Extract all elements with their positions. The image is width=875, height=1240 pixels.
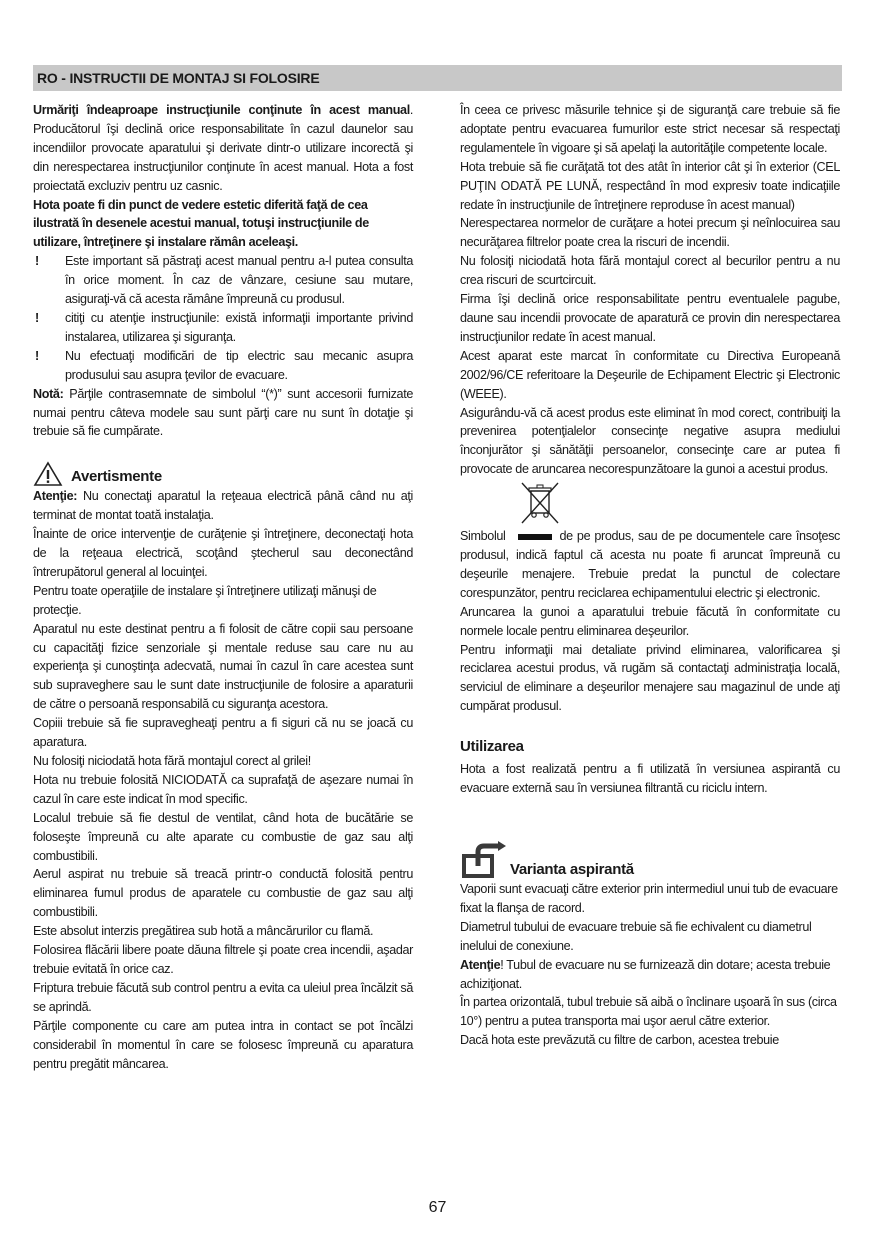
warning-triangle-icon: [33, 461, 63, 487]
left-column: [33, 101, 413, 1073]
paragraph: În partea orizontală, tubul trebuie să aibă o înclinare uşoară în sus (circa 10°) pentru a putea transporta mai uşor aerul către exterior.: [460, 995, 837, 1029]
bold-notice: Hota poate fi din punct de vedere estetic diferită faţă de cea ilustrată în desenele acestui manual, totuşi instrucţiunile de utilizare, întreţinere şi instalare rămân aceleaşi.: [33, 197, 369, 250]
right-column: [460, 101, 840, 1050]
usage-title: Utilizarea: [460, 738, 524, 756]
paragraph: Hota nu trebuie folosită NICIODATĂ ca suprafaţă de aşezare numai în cazul în care este indicat în mod specific.: [33, 772, 413, 806]
note-text: Părţile contrasemnate de simbolul “(*)” sunt accesorii furnizate numai pentru câteva modele sau sunt părţi care nu sunt în dotaţie şi trebuie să fie cumpărate.: [33, 386, 413, 439]
paragraph: Acest aparat este marcat în conformitate cu Directiva Europeană 2002/96/CE referitoare la Deşeurile de Echipament Electric şi Electronic (WEEE).: [460, 348, 840, 401]
weee-symbol-row: [460, 481, 840, 527]
paragraph: În ceea ce privesc măsurile tehnice şi de siguranţă care trebuie să fie adoptate pentru evacuarea fumurilor este strict necesar să respectaţi regulamentele în vigoare şi să apelaţi la autorităţile competente locale.: [460, 103, 840, 155]
paragraph: Asigurându-vă că acest produs este eliminat în mod corect, contribuiţi la prevenirea potenţialelor consecinţe negative asupra mediului înconjurător şi sănătăţii persoanelor, consecinţe care ar putea fi provocate de aruncarea necorespunzătoare la gunoi a acestui produs.: [460, 405, 840, 477]
note-label: Notă:: [33, 386, 64, 401]
black-bar-icon: [518, 534, 552, 540]
paragraph: Hota trebuie să fie curăţată tot des atât în interior cât şi în exterior (CEL PUŢIN ODATĂ PE LUNĂ, respectând în mod expresiv toate indicaţiile redate în instrucţiunile de întreţinere reproduse în acest manual): [460, 159, 840, 212]
paragraph: Aparatul nu este destinat pentru a fi folosit de către copii sau persoane cu capacităţi fizice senzoriale şi mentale reduse sau care nu au experienţa şi cunoştinţa adecvată, numai în cazul în care acestea sunt sub supraveghere sau le sunt date instrucţiunile de folosire a aparaturii de către o persoană responsabilă cu siguranţa acestora.: [33, 621, 413, 712]
paragraph: Dacă hota este prevăzută cu filtre de carbon, acestea trebuie: [460, 1033, 779, 1048]
paragraph: Aerul aspirat nu trebuie să treacă printr-o conductă folosită pentru eliminarea fumul produs de aparatele cu combustie de gaz sau alţi combustibili.: [33, 867, 413, 920]
list-item: [33, 347, 413, 385]
paragraph: Friptura trebuie făcută sub control pentru a evita ca uleiul prea încălzit să se aprindă.: [33, 980, 413, 1014]
paragraph: Folosirea flăcării libere poate dăuna filtrele şi poate crea incendii, aşadar trebuie evitată în orice caz.: [33, 943, 413, 976]
paragraph: Firma îşi declină orice responsabilitate pentru eventualele pagube, daune sau incendii provocate de aparatură ce provin din nerespectarea instrucţiunilor redate în acest manual.: [460, 292, 840, 344]
symbol-paragraph: [460, 527, 840, 603]
paragraph: Înainte de orice intervenţie de curăţenie şi întreţinere, deconectaţi hota de la reţeaua electrică, scoţând ştecherul sau deconectând întrerupătorul general al locuinţei.: [33, 527, 413, 579]
symbol-text-before: Simbolul: [460, 529, 506, 544]
usage-paragraph: Hota a fost realizată pentru a fi utilizată în versiunea aspirantă cu evacuare externă sau în versiunea filtrantă cu riciclu intern.: [460, 762, 840, 796]
attention-text: ! Tubul de evacuare nu se furnizează din dotare; acesta trebuie achiziţionat.: [460, 957, 831, 991]
important-list: [33, 252, 413, 384]
warnings-heading: [33, 455, 413, 487]
symbol-text-after: de pe produs, sau de pe documentele care însoţesc produsul, indică faptul că acesta nu poate fi aruncat împreună cu deşeurile menajere. Trebuie predat la punctul de colectare corespunzător, pentru reciclarea echipamentului electric şi electronic.: [460, 529, 840, 600]
exclamation-mark: !: [35, 348, 39, 363]
paragraph: Nu folosiţi niciodată hota fără montajul corect al grilei!: [33, 754, 311, 768]
list-item-text: Este important să păstraţi acest manual pentru a-l putea consulta în orice moment. În caz de vânzare, cesiune sau mutare, asiguraţi-vă că acesta rămâne împreună cu produsul.: [65, 254, 413, 307]
attention-label: Atenţie:: [33, 489, 78, 504]
attention-paragraph: [33, 487, 413, 525]
paragraph: Pentru informaţii mai detaliate privind eliminarea, valorificarea şi reciclarea acestui produs, vă rugăm să contactaţi administraţia locală, serviciul de eliminare a deşeurilor menajere sau magazinul de unde aţi cumpărat produsul.: [460, 642, 840, 714]
paragraph: Diametrul tubului de evacuare trebuie să fie echivalent cu diametrul inelului de conexiune.: [460, 919, 812, 953]
intro-bold: Urmăriţi îndeaproape instrucţiunile conţinute în acest manual: [33, 103, 410, 117]
exclamation-mark: !: [35, 254, 39, 269]
list-item-text: citiţi cu atenţie instrucţiunile: există informaţii importante privind instalarea, utilizarea şi siguranţa.: [65, 310, 413, 344]
paragraph: Vaporii sunt evacuaţi către exterior prin intermediul unui tub de evacuare fixat la flanşa de racord.: [460, 882, 838, 915]
section-header: RO - INSTRUCTII DE MONTAJ SI FOLOSIRE: [33, 65, 842, 91]
paragraph: Localul trebuie să fie destul de ventilat, când hota de bucătărie se foloseşte împreună cu alte aparate cu combustie de gaz sau alţi combustibili.: [33, 810, 413, 863]
ducted-version-heading: [460, 838, 840, 880]
intro-text: . Producătorul îşi declină orice responsabilitate în cazul daunelor sau incendiilor provocate aparatului şi derivate dintr-o utilizare incorectă şi din nerespectarea instrucţiunilor conţinute în acest manual. Hota a fost proiectată excluziv pentru uz casnic.: [33, 103, 413, 193]
attention-paragraph: [460, 956, 840, 994]
list-item: [33, 309, 413, 347]
ducted-hood-icon: [460, 840, 506, 880]
attention-label: Atenţie: [460, 957, 501, 972]
ducted-version-title: Varianta aspirantă: [510, 861, 634, 879]
warnings-title: Avertismente: [71, 468, 162, 486]
attention-text: Nu conectaţi aparatul la reţeaua electrică până când nu aţi terminat de montat toată instalaţia.: [33, 489, 413, 523]
paragraph: Copiii trebuie să fie supravegheaţi pentru a fi siguri că nu se joacă cu aparatura.: [33, 716, 413, 750]
page-number: 67: [428, 1199, 447, 1216]
note-paragraph: [33, 385, 413, 442]
list-item: [33, 252, 413, 309]
list-item-text: Nu efectuaţi modificări de tip electric sau mecanic asupra produsului sau asupra ţevilor de evacuare.: [65, 348, 413, 382]
exclamation-mark: !: [35, 310, 39, 325]
paragraph: Nerespectarea normelor de curăţare a hotei precum şi neînlocuirea sau necurăţarea filtrelor poate crea la riscuri de incendii.: [460, 216, 840, 250]
paragraph: Este absolut interzis pregătirea sub hotă a mâncărurilor cu flamă.: [33, 924, 374, 939]
crossed-bin-icon: [520, 481, 560, 525]
paragraph: Aruncarea la gunoi a aparatului trebuie făcută în conformitate cu normele locale pentru eliminarea deşeurilor.: [460, 604, 840, 638]
paragraph: Nu folosiţi niciodată hota fără montajul corect al becurilor pentru a nu crea riscuri de scurtcircuit.: [460, 254, 840, 288]
paragraph: Părţile componente cu care am putea intra in contact se pot încălzi considerabil în momentul în care se folosesc împreună cu aparatura pentru pregătit mâncarea.: [33, 1018, 413, 1071]
paragraph: Pentru toate operaţiile de instalare şi întreţinere utilizaţi mănuşi de protecţie.: [33, 583, 377, 617]
intro-paragraph: [33, 101, 413, 196]
